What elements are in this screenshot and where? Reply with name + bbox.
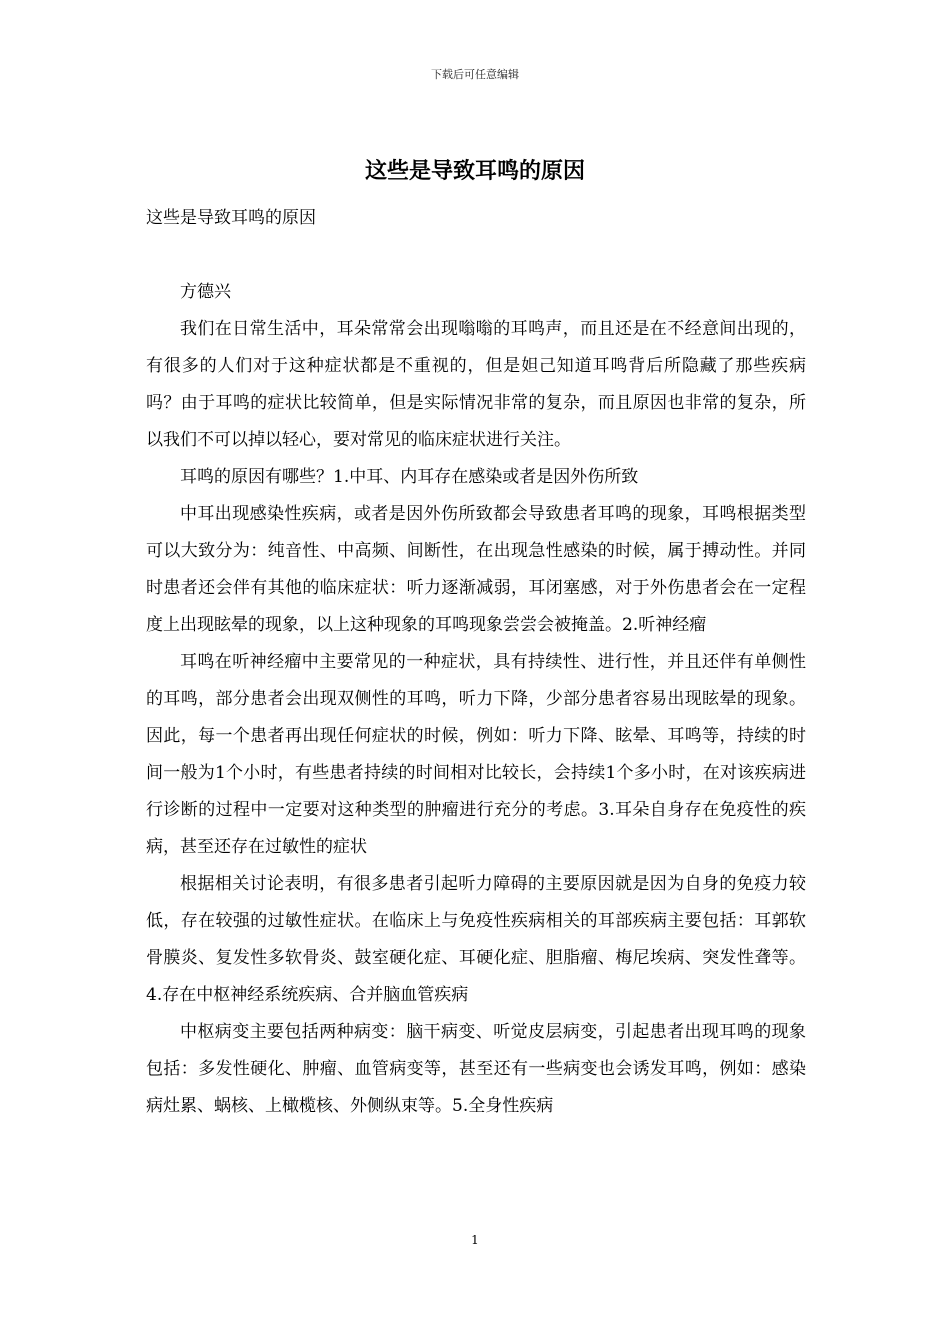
- paragraph: 耳鸣在听神经瘤中主要常见的一种症状，具有持续性、进行性，并且还伴有单侧性的耳鸣，部分患者会出现双侧性的耳鸣，听力下降，少部分患者容易出现眩晕的现象。因此，每一个患者再出现任何症状的时候，例如：听力下降、眩晕、耳鸣等，持续的时间一般为1个小时，有些患者持续的时间相对比较长，会持续1个多小时，在对该疾病进行诊断的过程中一定要对这种类型的肿瘤进行充分的考虑。3.耳朵自身存在免疫性的疾病，甚至还存在过敏性的症状: [146, 652, 806, 857]
- paragraph: 中耳出现感染性疾病，或者是因外伤所致都会导致患者耳鸣的现象，耳鸣根据类型可以大致分为：纯音性、中高频、间断性，在出现急性感染的时候，属于搏动性。并同时患者还会伴有其他的临床症状：听力逐渐减弱，耳闭塞感，对于外伤患者会在一定程度上出现眩晕的现象，以上这种现象的耳鸣现象尝尝会被掩盖。2.听神经瘤: [146, 504, 806, 635]
- blank-line: [146, 237, 806, 274]
- header-note: 下载后可任意编辑: [431, 68, 519, 81]
- author-line: 方德兴: [180, 282, 231, 302]
- paragraph: 根据相关讨论表明，有很多患者引起听力障碍的主要原因就是因为自身的免疫力较低，存在较强的过敏性症状。在临床上与免疫性疾病相关的耳部疾病主要包括：耳郭软骨膜炎、复发性多软骨炎、鼓室硬化症、耳硬化症、胆脂瘤、梅尼埃病、突发性聋等。4.存在中枢神经系统疾病、合并脑血管疾病: [146, 874, 806, 1005]
- page-number: 1: [471, 1233, 479, 1247]
- paragraph: 耳鸣的原因有哪些？1.中耳、内耳存在感染或者是因外伤所致: [180, 467, 639, 487]
- subtitle-line: 这些是导致耳鸣的原因: [146, 208, 316, 228]
- document-body: [146, 200, 806, 1125]
- paragraph: 中枢病变主要包括两种病变：脑干病变、听觉皮层病变，引起患者出现耳鸣的现象包括：多发性硬化、肿瘤、血管病变等，甚至还有一些病变也会诱发耳鸣，例如：感染病灶累、蜗核、上橄榄核、外侧纵束等。5.全身性疾病: [146, 1022, 806, 1116]
- paragraph: 我们在日常生活中，耳朵常常会出现嗡嗡的耳鸣声，而且还是在不经意间出现的，有很多的人们对于这种症状都是不重视的，但是妲己知道耳鸣背后所隐藏了那些疾病吗？由于耳鸣的症状比较简单，但是实际情况非常的复杂，而且原因也非常的复杂，所以我们不可以掉以轻心，要对常见的临床症状进行关注。: [146, 319, 806, 450]
- document-title: 这些是导致耳鸣的原因: [364, 159, 585, 184]
